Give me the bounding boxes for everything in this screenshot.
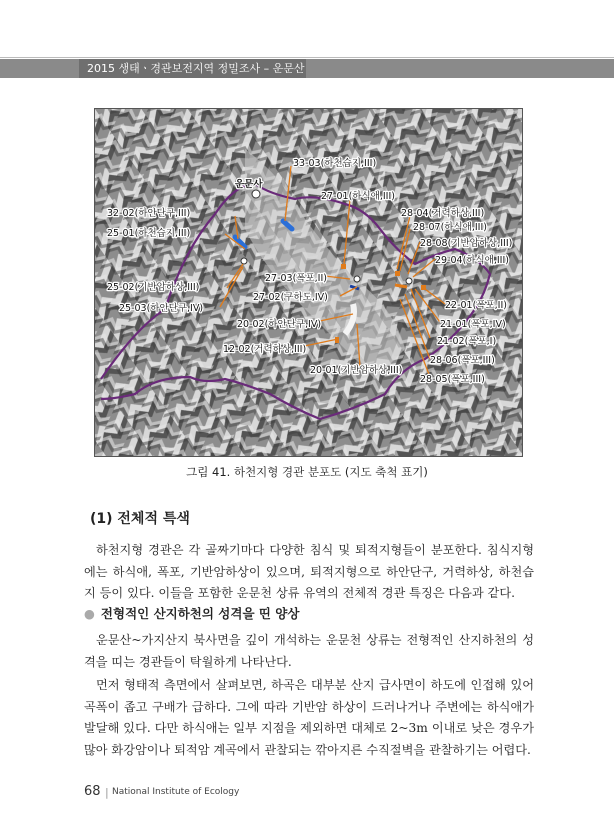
site-label: 28-07(하식애,III) [413,222,487,233]
bullet-dot-icon: ● [84,606,95,621]
site-label: 32-02(하안단구,III) [107,208,191,219]
site-label: 28-06(폭포,III) [430,355,495,366]
stream-segment [395,285,407,287]
section-title: (1) 전체적 특색 [90,511,190,527]
running-header: 2015 생태ㆍ경관보전지역 정밀조사 – 운문산 [79,59,306,78]
site-label: 22-01(폭포,II) [445,300,507,311]
site-marker [354,276,360,282]
site-label: 25-02(기반암하상,III) [107,282,200,293]
site-label: 25-03(하안단구,IV) [119,303,204,314]
site-marker [406,278,412,284]
site-label: 20-01(기반암하상,III) [310,365,403,376]
site-label: 27-02(구하도,IV) [253,292,328,303]
map-svg [95,109,522,456]
site-label: 20-02(하안단구,IV) [237,319,322,330]
body-paragraph: 하천지형 경관은 각 골짜기마다 다양한 침식 및 퇴적지형들이 분포한다. 침식지형에는 하식애, 폭포, 기반암하상이 있으며, 퇴적지형으로 하안단구, 거력하상, 하천습지 등이 있다. 이들을 포함한 운문천 상류 유역의 전체적 경관 특징은 다음과 같다. [84,543,534,600]
page-number: 68 [84,784,101,799]
site-label: 21-02(폭포,I) [437,336,497,347]
site-marker [241,258,247,264]
site-label: 21-01(폭포,IV) [440,319,506,330]
bullet-heading [84,604,299,622]
site-label: 33-03(하천습지,III) [293,158,377,169]
site-label: 29-04(하식애,III) [435,255,509,266]
temple-marker [252,190,260,198]
body-paragraph: 운문산~가지산지 북사면을 깊이 개석하는 운문천 상류는 전형적인 산지하천의 성격을 띠는 경관들이 탁월하게 나타난다. [84,633,534,669]
body-paragraph: 먼저 형태적 측면에서 살펴보면, 하곡은 대부분 산지 급사면이 하도에 인접해 있어 곡폭이 좁고 구배가 급하다. 그에 따라 기반암 하상이 드러나거나 주변에는 하식애가 발달해 있다. 다만 하식애는 일부 지점을 제외하면 대체로 2~3m 이내로 낮은 경우가 많아 화강암이나 퇴적암 계곡에서 관찰되는 깎아지른 수직절벽을 관찰하기는 어렵다. [84,678,534,757]
footer-org: National Institute of Ecology [112,787,240,797]
site-label: 25-01(하천습지,III) [107,228,191,239]
site-marker [341,264,346,269]
place-label: 운문사 [235,179,263,190]
map-figure [94,108,523,457]
site-label: 12-02(거력하상,III) [223,344,307,355]
figure-caption: 그림 41. 하천지형 경관 분포도 (지도 축척 표기) [186,465,428,479]
bullet-text: 전형적인 산지하천의 성격을 띤 양상 [100,606,300,621]
site-marker [395,271,400,276]
site-label: 27-03(폭포,II) [265,273,327,284]
site-label: 27-01(하식애,III) [321,191,395,202]
site-label: 28-05(폭포,III) [420,374,485,385]
footer-separator: | [105,786,109,799]
header-rule [0,57,614,58]
site-label: 28-04(거력하상,III) [401,208,485,219]
site-label: 28-08(기반암하상,III) [420,238,513,249]
